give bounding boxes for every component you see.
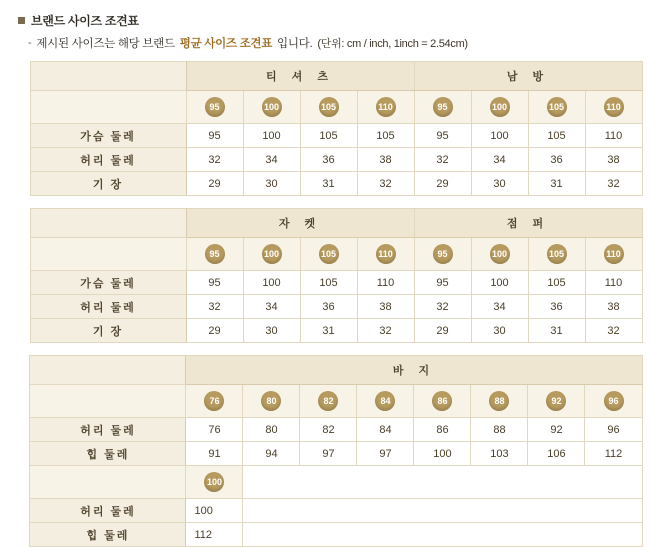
measure-cell: 38 [585,295,642,319]
measure-cell: 91 [186,442,243,466]
measure-cell: 32 [585,319,642,343]
measure-cell: 36 [300,148,357,172]
page-title-text: 브랜드 사이즈 조견표 [31,14,139,28]
row-label: 가슴 둘레 [30,124,186,148]
measure-cell: 36 [528,295,585,319]
size-chip: 100 [490,244,510,264]
size-chip-cell [585,238,642,271]
measure-cell: 32 [186,148,243,172]
measure-cell: 31 [528,319,585,343]
measure-cell: 100 [243,271,300,295]
table-row [30,172,642,196]
measure-cell: 110 [585,271,642,295]
measure-cell: 97 [357,442,414,466]
square-bullet-icon [18,17,25,24]
measure-cell: 34 [243,295,300,319]
size-chip: 86 [432,391,452,411]
size-chip: 100 [262,97,282,117]
size-chip-cell [528,238,585,271]
measure-cell: 30 [471,172,528,196]
measure-cell: 34 [471,295,528,319]
size-chip: 88 [489,391,509,411]
measure-cell: 34 [243,148,300,172]
unit-note: (단위: cm / inch, 1inch = 2.54cm) [317,38,468,50]
measure-cell: 100 [243,124,300,148]
subtitle [28,35,658,51]
table-row [30,124,642,148]
category-header-pants: 바 지 [186,356,642,385]
measure-cell: 100 [186,499,243,523]
measure-cell: 82 [300,418,357,442]
measure-cell: 112 [186,523,243,547]
size-chip-cell [414,91,471,124]
size-chip-cell [243,385,300,418]
row-label: 힙 둘레 [30,523,186,547]
table-row [30,523,642,547]
table-row-category [30,62,642,91]
measure-cell: 29 [414,172,471,196]
size-chip: 76 [204,391,224,411]
size-chip-cell [585,91,642,124]
measure-cell: 100 [414,442,471,466]
empty-cell [243,523,642,547]
row-label: 힙 둘레 [30,442,186,466]
size-chip: 100 [490,97,510,117]
empty-cell [243,499,642,523]
size-chip-cell [357,238,414,271]
empty-cell [243,466,642,499]
size-chip-cell [300,238,357,271]
table-row [30,319,642,343]
table-row-category [30,209,642,238]
measure-cell: 94 [243,442,300,466]
table-row-sizes [30,385,642,418]
size-chip: 95 [433,244,453,264]
size-chip-cell [243,238,300,271]
size-chip: 92 [546,391,566,411]
table-row-sizes [30,91,642,124]
measure-cell: 105 [300,124,357,148]
measure-cell: 95 [414,124,471,148]
measure-cell: 95 [414,271,471,295]
size-chip: 105 [547,244,567,264]
measure-cell: 88 [471,418,528,442]
measure-cell: 100 [471,271,528,295]
measure-cell: 96 [585,418,642,442]
table-row [30,295,642,319]
measure-cell: 36 [528,148,585,172]
subtitle-prefix: 제시된 사이즈는 해당 브랜드 [36,38,175,50]
size-table-jackets [30,208,643,343]
size-chip: 100 [262,244,282,264]
table-row [30,418,642,442]
measure-cell: 30 [471,319,528,343]
size-chip: 95 [433,97,453,117]
table-row [30,499,642,523]
size-chip: 105 [319,97,339,117]
measure-cell: 76 [186,418,243,442]
size-chip-cell [243,91,300,124]
measure-cell: 31 [300,319,357,343]
size-chip-cell [357,385,414,418]
table-row [30,442,642,466]
measure-cell: 32 [186,295,243,319]
measure-cell: 38 [357,148,414,172]
row-label: 허리 둘레 [30,148,186,172]
measure-cell: 100 [471,124,528,148]
size-chip: 96 [604,391,624,411]
measure-cell: 106 [528,442,585,466]
size-table-pants [29,355,642,547]
measure-cell: 105 [300,271,357,295]
measure-cell: 84 [357,418,414,442]
row-label: 허리 둘레 [30,295,186,319]
size-chip-cell [300,385,357,418]
size-chip: 80 [261,391,281,411]
category-header-jumper: 점 퍼 [414,209,642,238]
measure-cell: 29 [414,319,471,343]
measure-cell: 32 [414,148,471,172]
size-chip: 82 [318,391,338,411]
size-chip: 105 [547,97,567,117]
category-header-tshirt: 티 셔 츠 [186,62,414,91]
measure-cell: 31 [528,172,585,196]
category-header-jacket: 자 켓 [186,209,414,238]
size-chip-cell [528,91,585,124]
measure-cell: 105 [528,124,585,148]
corner-cell-blank [30,385,186,418]
table-row-category [30,356,642,385]
size-chip-cell [471,238,528,271]
size-chip-cell [300,91,357,124]
corner-cell-blank [30,91,186,124]
size-chip-cell [186,385,243,418]
measure-cell: 31 [300,172,357,196]
measure-cell: 110 [357,271,414,295]
size-table-shirts [30,61,643,196]
measure-cell: 92 [528,418,585,442]
size-chip: 95 [205,97,225,117]
row-label: 허리 둘레 [30,418,186,442]
row-label: 허리 둘레 [30,499,186,523]
size-chip-cell [471,385,528,418]
measure-cell: 97 [300,442,357,466]
size-chip-cell [186,238,243,271]
row-label: 기 장 [30,172,186,196]
table-row-sizes-extra [30,466,642,499]
measure-cell: 32 [414,295,471,319]
measure-cell: 110 [585,124,642,148]
size-chip: 110 [376,244,396,264]
measure-cell: 80 [243,418,300,442]
measure-cell: 38 [357,295,414,319]
size-chip-cell [414,238,471,271]
subtitle-emphasis: 평균 사이즈 조견표 [179,38,273,50]
size-chip: 110 [604,97,624,117]
measure-cell: 95 [186,271,243,295]
corner-cell [30,356,186,385]
size-chip-cell [186,91,243,124]
measure-cell: 30 [243,172,300,196]
measure-cell: 95 [186,124,243,148]
size-chip-cell [471,91,528,124]
measure-cell: 29 [186,172,243,196]
size-chip: 105 [319,244,339,264]
corner-cell-blank [30,238,186,271]
measure-cell: 32 [357,319,414,343]
page-title [18,12,658,29]
measure-cell: 86 [414,418,471,442]
measure-cell: 34 [471,148,528,172]
size-chip-cell [357,91,414,124]
measure-cell: 32 [357,172,414,196]
subtitle-suffix: 입니다. [277,38,313,50]
measure-cell: 112 [585,442,642,466]
size-chip-cell [585,385,642,418]
size-chip-cell [528,385,585,418]
size-chip: 95 [205,244,225,264]
measure-cell: 29 [186,319,243,343]
category-header-shirt: 남 방 [414,62,642,91]
dash-icon: - [28,37,32,49]
table-row [30,148,642,172]
table-row-sizes [30,238,642,271]
measure-cell: 32 [585,172,642,196]
measure-cell: 103 [471,442,528,466]
measure-cell: 30 [243,319,300,343]
size-chip: 110 [376,97,396,117]
corner-cell-blank [30,466,186,499]
size-chip-cell [414,385,471,418]
size-chip: 84 [375,391,395,411]
measure-cell: 105 [357,124,414,148]
size-chip: 100 [204,472,224,492]
row-label: 가슴 둘레 [30,271,186,295]
measure-cell: 38 [585,148,642,172]
measure-cell: 105 [528,271,585,295]
corner-cell [30,62,186,91]
corner-cell [30,209,186,238]
measure-cell: 36 [300,295,357,319]
size-chip-cell [186,466,243,499]
size-chip: 110 [604,244,624,264]
row-label: 기 장 [30,319,186,343]
table-row [30,271,642,295]
